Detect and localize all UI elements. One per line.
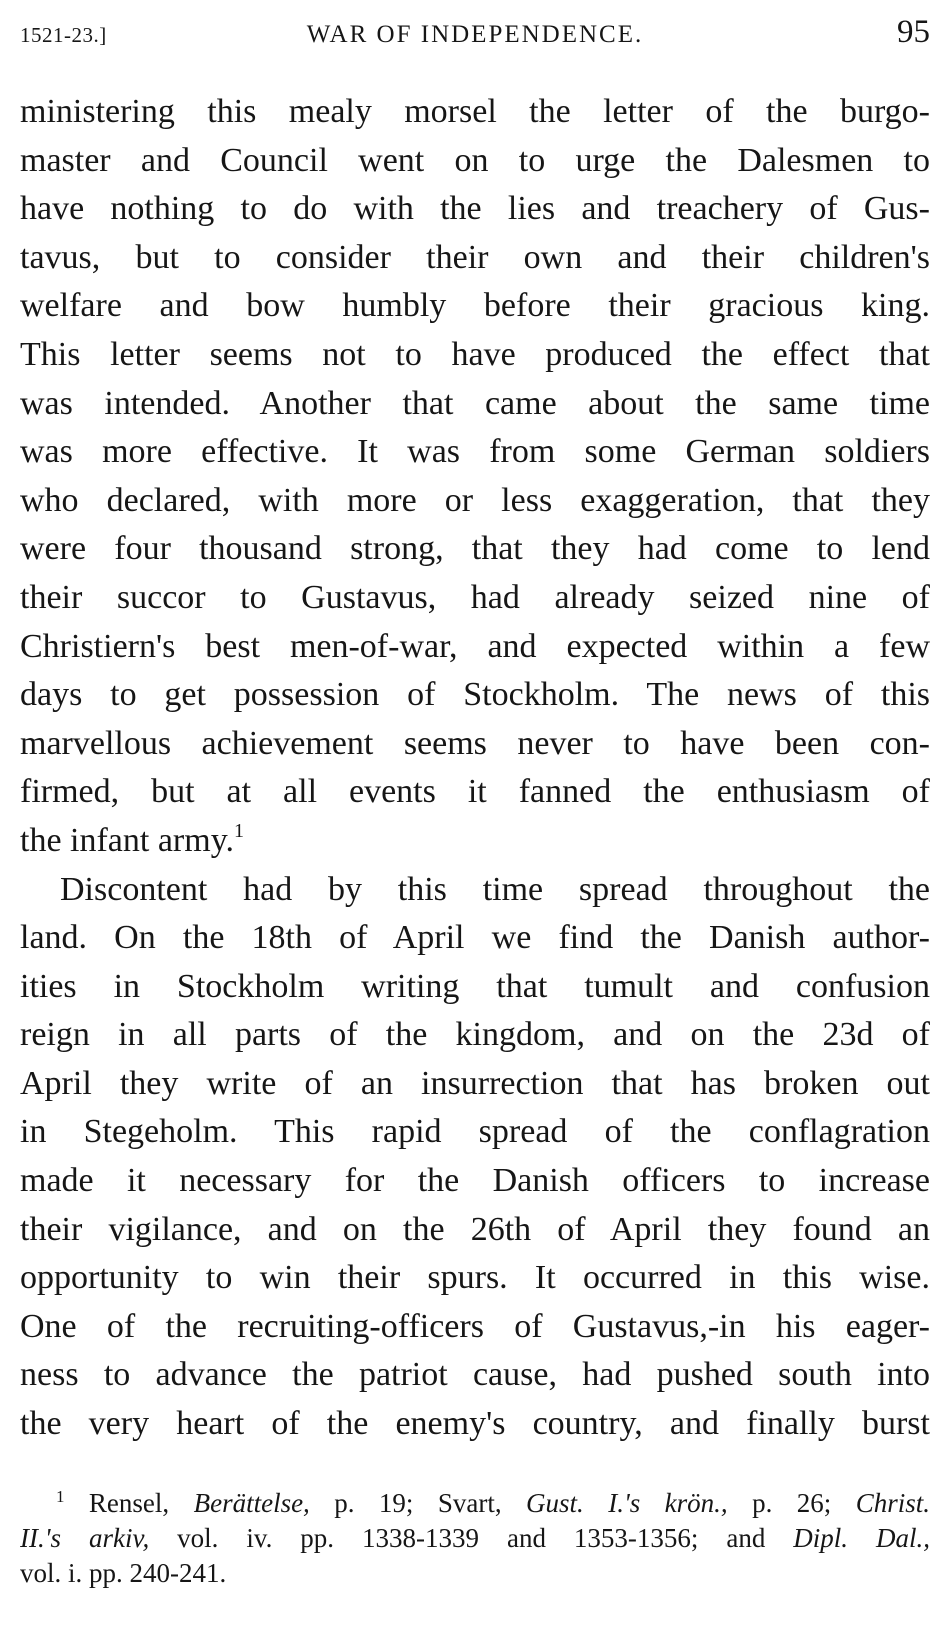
text-line: master and Council went on to urge the Dalesmen to [20,141,930,179]
text-line: was more effective. It was from some German soldiers [20,433,930,471]
text-line-last [20,817,930,866]
footnote-text: Rensel, [64,1488,194,1518]
text-line-indented: Discontent had by this time spread throughout the [60,870,930,908]
text-line: the very heart of the enemy's country, and finally burst [20,1405,930,1443]
text-line: in Stegeholm. This rapid spread of the conflagration [20,1113,930,1151]
text-line: days to get possession of Stockholm. The news of this [20,676,930,714]
paragraph-1 [20,88,930,866]
footnote-line [20,1521,930,1556]
text-line: was intended. Another that came about the same time [20,384,930,422]
text-line: ness to advance the patriot cause, had pushed south into [20,1356,930,1394]
footnote-citation-italic: Gust. I.'s krön., [526,1488,728,1518]
text-line: April they write of an insurrection that has broken out [20,1064,930,1102]
text-line: were four thousand strong, that they had come to lend [20,530,930,568]
running-head-title: WAR OF INDEPENDENCE. [306,21,644,48]
body-text [20,88,930,1449]
text-line: One of the recruiting-officers of Gustavus,-in his eager- [20,1307,930,1345]
text-line-content: the infant army. [20,821,234,859]
footnote-citation-italic: Dipl. Dal., [793,1523,930,1553]
footnote-citation-italic: II.'s arkiv, [20,1523,150,1553]
footnote [20,1486,930,1591]
text-line: Christiern's best men-of-war, and expected within a few [20,627,930,665]
text-line: ities in Stockholm writing that tumult and confusion [20,967,930,1005]
footnote-citation-italic: Berättelse, [193,1488,310,1518]
footnote-citation-italic: Christ. [855,1488,930,1518]
text-line: who declared, with more or less exaggeration, that they [20,481,930,519]
text-line: have nothing to do with the lies and treachery of Gus- [20,190,930,228]
running-head [20,14,930,54]
running-head-years: 1521-23.] [20,23,107,47]
text-line: marvellous achievement seems never to have been con- [20,724,930,762]
footnote-mark: 1 [56,1487,65,1506]
text-line: welfare and bow humbly before their gracious king. [20,287,930,325]
footnote-line [20,1486,930,1521]
text-line: firmed, but at all events it fanned the enthusiasm of [20,773,930,811]
footnote-line-last: vol. i. pp. 240-241. [20,1558,227,1588]
text-line: tavus, but to consider their own and their children's [20,238,930,276]
text-line: made it necessary for the Danish officers to increase [20,1162,930,1200]
page-number: 95 [897,14,930,50]
text-line: land. On the 18th of April we find the Danish author- [20,919,930,957]
text-line: opportunity to win their spurs. It occurred in this wise. [20,1259,930,1297]
footnote-reference: 1 [234,819,244,842]
text-line: their vigilance, and on the 26th of April they found an [20,1210,930,1248]
footnote-text: vol. iv. pp. 1338-1339 and 1353-1356; and [149,1523,794,1553]
paragraph-2 [20,866,930,1449]
text-line: their succor to Gustavus, had already seized nine of [20,578,930,616]
footnote-text: p. 19; Svart, [309,1488,527,1518]
text-line: This letter seems not to have produced the effect that [20,335,930,373]
text-line: ministering this mealy morsel the letter of the burgo- [20,93,930,130]
footnote-text: p. 26; [727,1488,856,1518]
text-line: reign in all parts of the kingdom, and on the 23d of [20,1016,930,1054]
